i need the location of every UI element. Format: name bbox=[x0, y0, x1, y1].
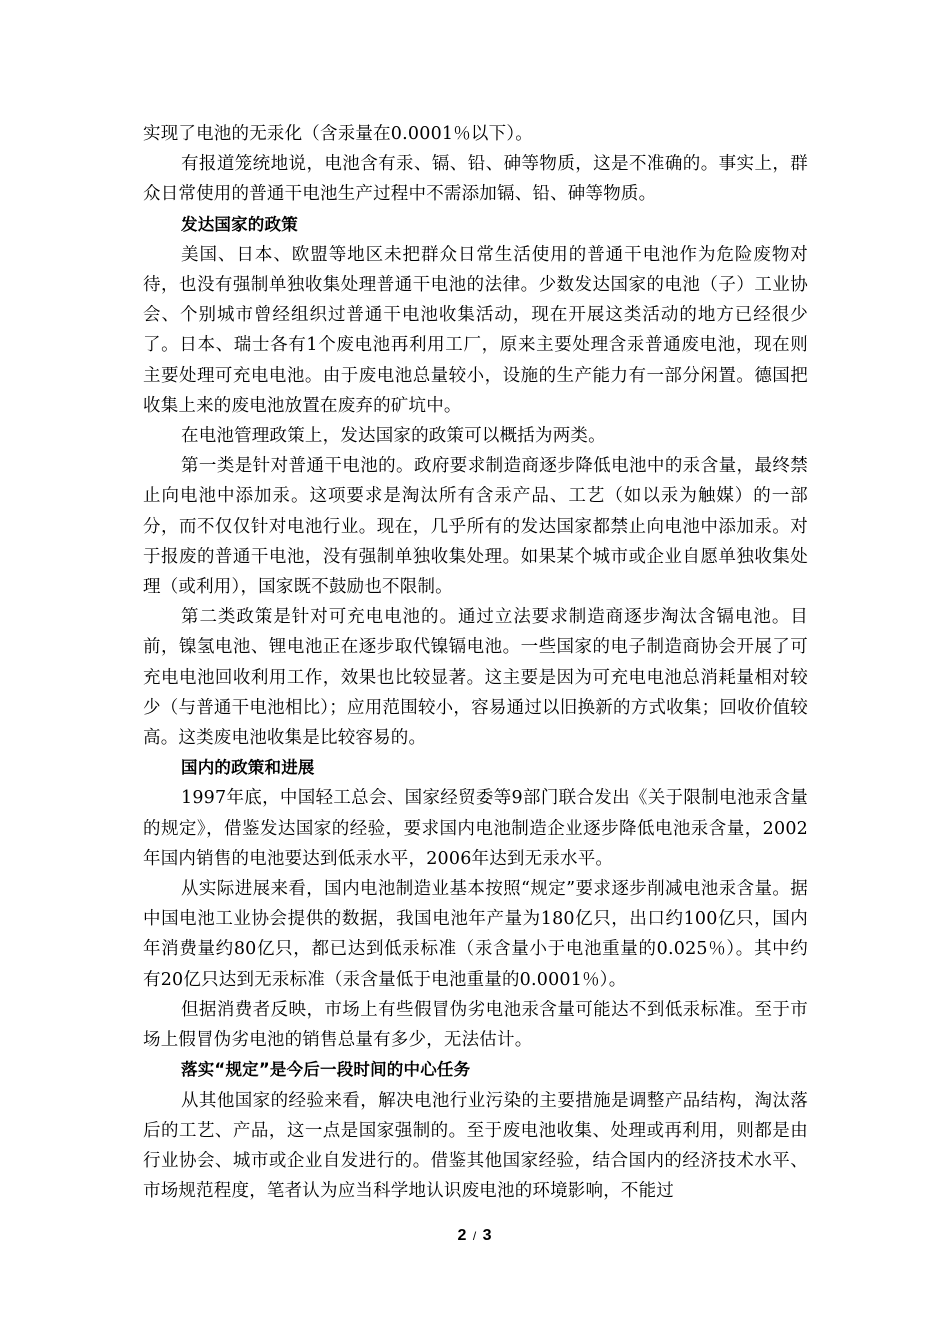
body-paragraph: 1997年底，中国轻工总会、国家经贸委等9部门联合发出《关于限制电池汞含量的规定》，借鉴发达国家的经验，要求国内电池制造企业逐步降低电池汞含量，2002年国内销售的电池要达到低汞水平，2006年达到无汞水平。 bbox=[143, 788, 808, 869]
page-separator: / bbox=[472, 1229, 478, 1243]
section-heading: 落实“规定”是今后一段时间的中心任务 bbox=[181, 1060, 471, 1080]
total-pages: 3 bbox=[482, 1227, 493, 1244]
page-number bbox=[0, 1227, 950, 1245]
body-paragraph: 但据消费者反映，市场上有些假冒伪劣电池汞含量可能达不到低汞标准。至于市场上假冒伪劣电池的销售总量有多少，无法估计。 bbox=[143, 999, 808, 1051]
body-paragraph: 从其他国家的经验来看，解决电池行业污染的主要措施是调整产品结构，淘汰落后的工艺、产品，这一点是国家强制的。至于废电池收集、处理或再利用，则都是由行业协会、城市或企业自发进行的。借鉴其他国家经验，结合国内的经济技术水平、市场规范程度，笔者认为应当科学地认识废电池的环境影响，不能过 bbox=[143, 1090, 808, 1202]
section-heading: 国内的政策和进展 bbox=[181, 758, 315, 778]
body-paragraph: 从实际进展来看，国内电池制造业基本按照“规定”要求逐步削减电池汞含量。据中国电池工业协会提供的数据，我国电池年产量为180亿只，出口约100亿只，国内年消费量约80亿只，都已达到低汞标准（汞含量小于电池重量的0.025％）。其中约有20亿只达到无汞标准（汞含量低于电池重量的0.0001％）。 bbox=[143, 879, 808, 990]
body-paragraph: 第一类是针对普通干电池的。政府要求制造商逐步降低电池中的汞含量，最终禁止向电池中添加汞。这项要求是淘汰所有含汞产品、工艺（如以汞为触媒）的一部分，而不仅仅针对电池行业。现在，几乎所有的发达国家都禁止向电池中添加汞。对于报废的普通干电池，没有强制单独收集处理。如果某个城市或企业自愿单独收集处理（或利用），国家既不鼓励也不限制。 bbox=[143, 456, 808, 598]
body-paragraph: 实现了电池的无汞化（含汞量在0.0001％以下）。 bbox=[143, 124, 533, 144]
body-paragraph: 在电池管理政策上，发达国家的政策可以概括为两类。 bbox=[181, 426, 606, 447]
body-paragraph: 有报道笼统地说，电池含有汞、镉、铅、砷等物质，这是不准确的。事实上，群众日常使用的普通干电池生产过程中不需添加镉、铅、砷等物质。 bbox=[143, 154, 808, 205]
document-body bbox=[143, 119, 808, 1206]
section-heading: 发达国家的政策 bbox=[181, 214, 298, 234]
body-paragraph: 第二类政策是针对可充电电池的。通过立法要求制造商逐步淘汰含镉电池。目前，镍氢电池、锂电池正在逐步取代镍镉电池。一些国家的电子制造商协会开展了可充电电池回收利用工作，效果也比较显著。这主要是因为可充电电池总消耗量相对较少（与普通干电池相比）；应用范围较小，容易通过以旧换新的方式收集；回收价值较高。这类废电池收集是比较容易的。 bbox=[143, 607, 808, 749]
current-page: 2 bbox=[457, 1227, 468, 1244]
body-paragraph: 美国、日本、欧盟等地区未把群众日常生活使用的普通干电池作为危险废物对待，也没有强制单独收集处理普通干电池的法律。少数发达国家的电池（子）工业协会、个别城市曾经组织过普通干电池收集活动，现在开展这类活动的地方已经很少了。日本、瑞士各有1个废电池再利用工厂，原来主要处理含汞普通废电池，现在则主要处理可充电电池。由于废电池总量较小，设施的生产能力有一部分闲置。德国把收集上来的废电池放置在废弃的矿坑中。 bbox=[143, 244, 808, 416]
